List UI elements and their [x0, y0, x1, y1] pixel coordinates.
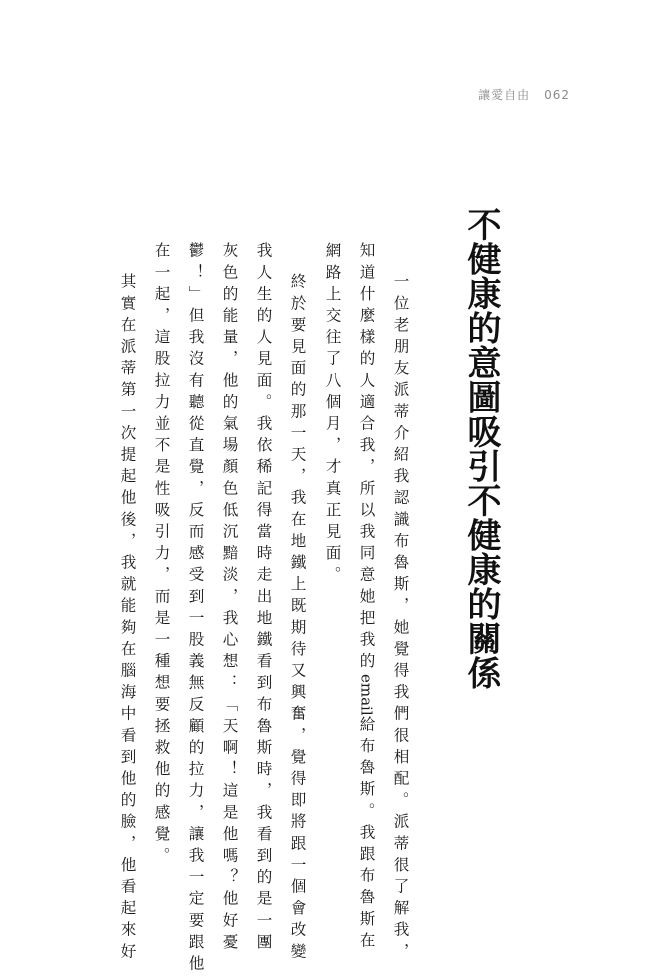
body-line [358, 242, 374, 953]
body-line-segment: 給布魯斯。我跟布魯斯在 [357, 715, 376, 954]
body-line-segment: 知道什麼樣的人適合我，所以我同意她把我的 [357, 242, 376, 674]
body-line: 在一起，這股拉力並不是性吸引力，而是一種想要拯救他的感覺。 [152, 242, 171, 869]
body-line: 灰色的能量，他的氣場顏色低沉黯淡，我心想：「天啊！這是他嗎？他好憂 [220, 242, 239, 955]
body-line: 終於要見面的那一天，我在地鐵上既期待又興奮，覺得即將跟一個會改變 [288, 273, 307, 965]
running-header [478, 86, 570, 103]
page-number: 062 [544, 88, 570, 102]
body-line: 我人生的人見面。我依稀記得當時走出地鐵看到布魯斯時，我看到的是一團 [254, 242, 273, 955]
body-line: 其實在派蒂第一次提起他後，我就能夠在腦海中看到他的臉，他看起來好 [118, 273, 137, 965]
running-header-book-title: 讓愛自由 [478, 88, 531, 102]
body-line: 一位老朋友派蒂介紹我認識布魯斯，她覺得我們很相配。派蒂很了解我， [391, 273, 410, 965]
chapter-title: 不健康的意圖吸引不健康的關係 [461, 207, 501, 690]
body-line: 鬱！」但我沒有聽從直覺，反而感受到一股義無反顧的拉力，讓我一定要跟他 [186, 242, 205, 976]
body-line-latin: email [357, 674, 376, 716]
body-line: 網路上交往了八個月，才真正見面。 [323, 242, 342, 588]
